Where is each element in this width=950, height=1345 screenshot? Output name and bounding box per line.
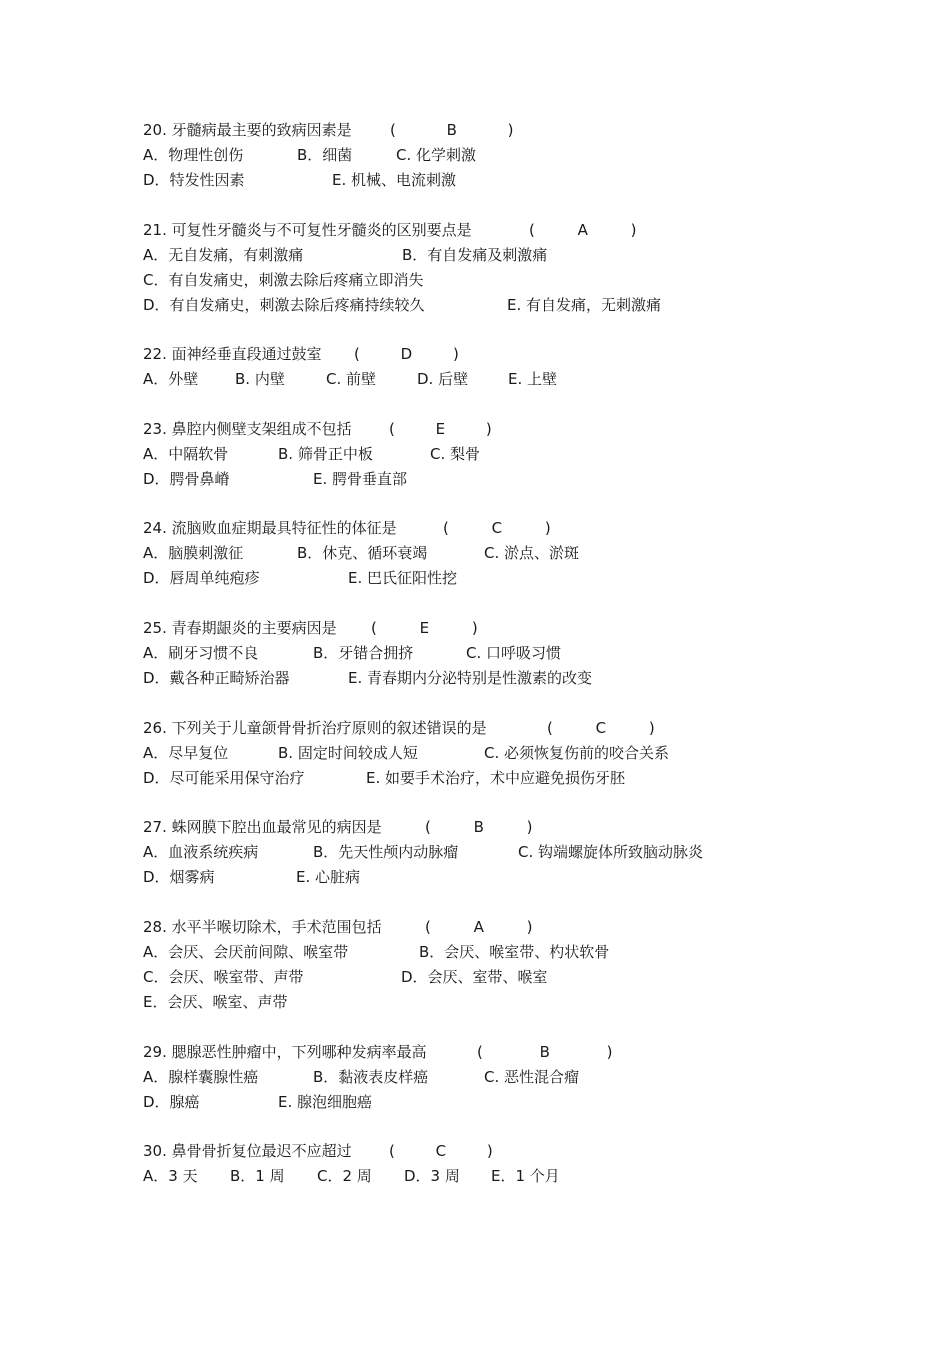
question-29: [143, 1040, 923, 1115]
option: E. 心脏病: [296, 868, 361, 886]
option: D．戴各种正畸矫治器: [143, 669, 290, 687]
question-stem: 26. 下列关于儿童颌骨骨折治疗原则的叙述错误的是: [143, 719, 487, 737]
question-26: [143, 716, 923, 791]
options-line: [143, 367, 923, 392]
question-27: [143, 815, 923, 890]
option: A．尽早复位: [143, 744, 229, 762]
option: B．休克、循环衰竭: [297, 544, 428, 562]
question-stem: 27. 蛛网膜下腔出血最常见的病因是: [143, 818, 382, 836]
option: A．脑膜刺激征: [143, 544, 244, 562]
options-line: [143, 990, 923, 1015]
answer-key: ( D ): [354, 345, 459, 363]
option: D．腺癌: [143, 1093, 200, 1111]
option: B．会厌、喉室带、杓状软骨: [419, 943, 610, 961]
options-line: [143, 865, 923, 890]
question-stem-line: [143, 815, 923, 840]
question-stem: 21. 可复性牙髓炎与不可复性牙髓炎的区别要点是: [143, 221, 472, 239]
option: A．刷牙习惯不良: [143, 644, 259, 662]
option: C. 必须恢复伤前的咬合关系: [484, 744, 670, 762]
question-stem-line: [143, 1139, 923, 1164]
answer-key: ( A ): [425, 918, 533, 936]
option: E. 青春期内分泌特别是性激素的改变: [348, 669, 593, 687]
question-stem-line: [143, 417, 923, 442]
option: A．无自发痛，有刺激痛: [143, 246, 304, 264]
option: D. 后壁: [417, 370, 469, 388]
options-line: [143, 1164, 923, 1189]
question-stem: 23. 鼻腔内侧壁支架组成不包括: [143, 420, 352, 438]
answer-key: ( B ): [477, 1043, 613, 1061]
options-line: [143, 168, 923, 193]
option: D．烟雾病: [143, 868, 215, 886]
option: C. 化学刺激: [396, 146, 477, 164]
options-line: [143, 442, 923, 467]
question-stem-line: [143, 616, 923, 641]
option: C．有自发痛史，刺激去除后疼痛立即消失: [143, 271, 424, 289]
options-line: [143, 1090, 923, 1115]
options-line: [143, 965, 923, 990]
option: C．2 周: [317, 1167, 372, 1185]
option: B．1 周: [230, 1167, 285, 1185]
option: E. 如要手术治疗，术中应避免损伤牙胚: [366, 769, 626, 787]
option: D．唇周单纯疱疹: [143, 569, 260, 587]
option: E. 有自发痛，无刺激痛: [507, 296, 662, 314]
answer-key: ( E ): [371, 619, 478, 637]
question-23: [143, 417, 923, 492]
option: D．腭骨鼻嵴: [143, 470, 230, 488]
answer-key: ( A ): [529, 221, 637, 239]
answer-key: ( B ): [390, 121, 514, 139]
options-line: [143, 741, 923, 766]
option: E. 巴氏征阳性挖: [348, 569, 458, 587]
option: A．腺样囊腺性癌: [143, 1068, 259, 1086]
option: C. 恶性混合瘤: [484, 1068, 580, 1086]
options-line: [143, 243, 923, 268]
option: A．物理性创伤: [143, 146, 244, 164]
options-line: [143, 940, 923, 965]
question-stem: 28. 水平半喉切除术，手术范围包括: [143, 918, 382, 936]
options-line: [143, 541, 923, 566]
options-line: [143, 143, 923, 168]
option: E．1 个月: [491, 1167, 560, 1185]
question-stem: 22. 面神经垂直段通过鼓室: [143, 345, 322, 363]
question-28: [143, 915, 923, 1015]
options-line: [143, 566, 923, 591]
option: B. 筛骨正中板: [278, 445, 373, 463]
option: C．会厌、喉室带、声带: [143, 968, 304, 986]
options-line: [143, 766, 923, 791]
question-stem-line: [143, 118, 923, 143]
question-stem: 25. 青春期龈炎的主要病因是: [143, 619, 337, 637]
option: A．中隔软骨: [143, 445, 229, 463]
option: D．尽可能采用保守治疗: [143, 769, 305, 787]
option: E. 腺泡细胞癌: [278, 1093, 373, 1111]
option: D．会厌、室带、喉室: [401, 968, 548, 986]
option: D．3 周: [404, 1167, 460, 1185]
option: A．血液系统疾病: [143, 843, 259, 861]
option: E. 机械、电流刺激: [332, 171, 457, 189]
option: B．牙错合拥挤: [313, 644, 414, 662]
question-stem-line: [143, 915, 923, 940]
question-22: [143, 342, 923, 392]
option: D．特发性因素: [143, 171, 245, 189]
option: B．黏液表皮样癌: [313, 1068, 429, 1086]
question-stem-line: [143, 1040, 923, 1065]
question-24: [143, 516, 923, 591]
question-stem: 24. 流脑败血症期最具特征性的体征是: [143, 519, 397, 537]
option: A．会厌、会厌前间隙、喉室带: [143, 943, 349, 961]
option: E. 上壁: [508, 370, 558, 388]
option: C. 梨骨: [430, 445, 481, 463]
options-line: [143, 840, 923, 865]
question-stem-line: [143, 716, 923, 741]
option: A．外壁: [143, 370, 199, 388]
option: E．会厌、喉室、声带: [143, 993, 288, 1011]
option: B. 内壁: [235, 370, 285, 388]
option: B．先天性颅内动脉瘤: [313, 843, 459, 861]
option: B. 固定时间较成人短: [278, 744, 418, 762]
option: C. 钩端螺旋体所致脑动脉炎: [518, 843, 704, 861]
options-line: [143, 666, 923, 691]
option: C. 口呼吸习惯: [466, 644, 562, 662]
question-stem-line: [143, 342, 923, 367]
question-stem-line: [143, 516, 923, 541]
question-stem: 20. 牙髓病最主要的致病因素是: [143, 121, 352, 139]
question-30: [143, 1139, 923, 1189]
option: B．细菌: [297, 146, 353, 164]
answer-key: ( B ): [425, 818, 533, 836]
question-21: [143, 218, 923, 318]
answer-key: ( C ): [547, 719, 655, 737]
answer-key: ( C ): [443, 519, 551, 537]
options-line: [143, 1065, 923, 1090]
question-stem: 29. 腮腺恶性肿瘤中，下列哪种发病率最高: [143, 1043, 427, 1061]
options-line: [143, 641, 923, 666]
question-25: [143, 616, 923, 691]
answer-key: ( E ): [389, 420, 492, 438]
question-stem-line: [143, 218, 923, 243]
option: C. 淤点、淤斑: [484, 544, 580, 562]
question-20: [143, 118, 923, 193]
option: A．3 天: [143, 1167, 198, 1185]
options-line: [143, 293, 923, 318]
answer-key: ( C ): [389, 1142, 493, 1160]
option: E. 腭骨垂直部: [313, 470, 408, 488]
option: D．有自发痛史，刺激去除后疼痛持续较久: [143, 296, 425, 314]
options-line: [143, 268, 923, 293]
question-stem: 30. 鼻骨骨折复位最迟不应超过: [143, 1142, 352, 1160]
option: B．有自发痛及刺激痛: [402, 246, 548, 264]
option: C. 前壁: [326, 370, 377, 388]
options-line: [143, 467, 923, 492]
